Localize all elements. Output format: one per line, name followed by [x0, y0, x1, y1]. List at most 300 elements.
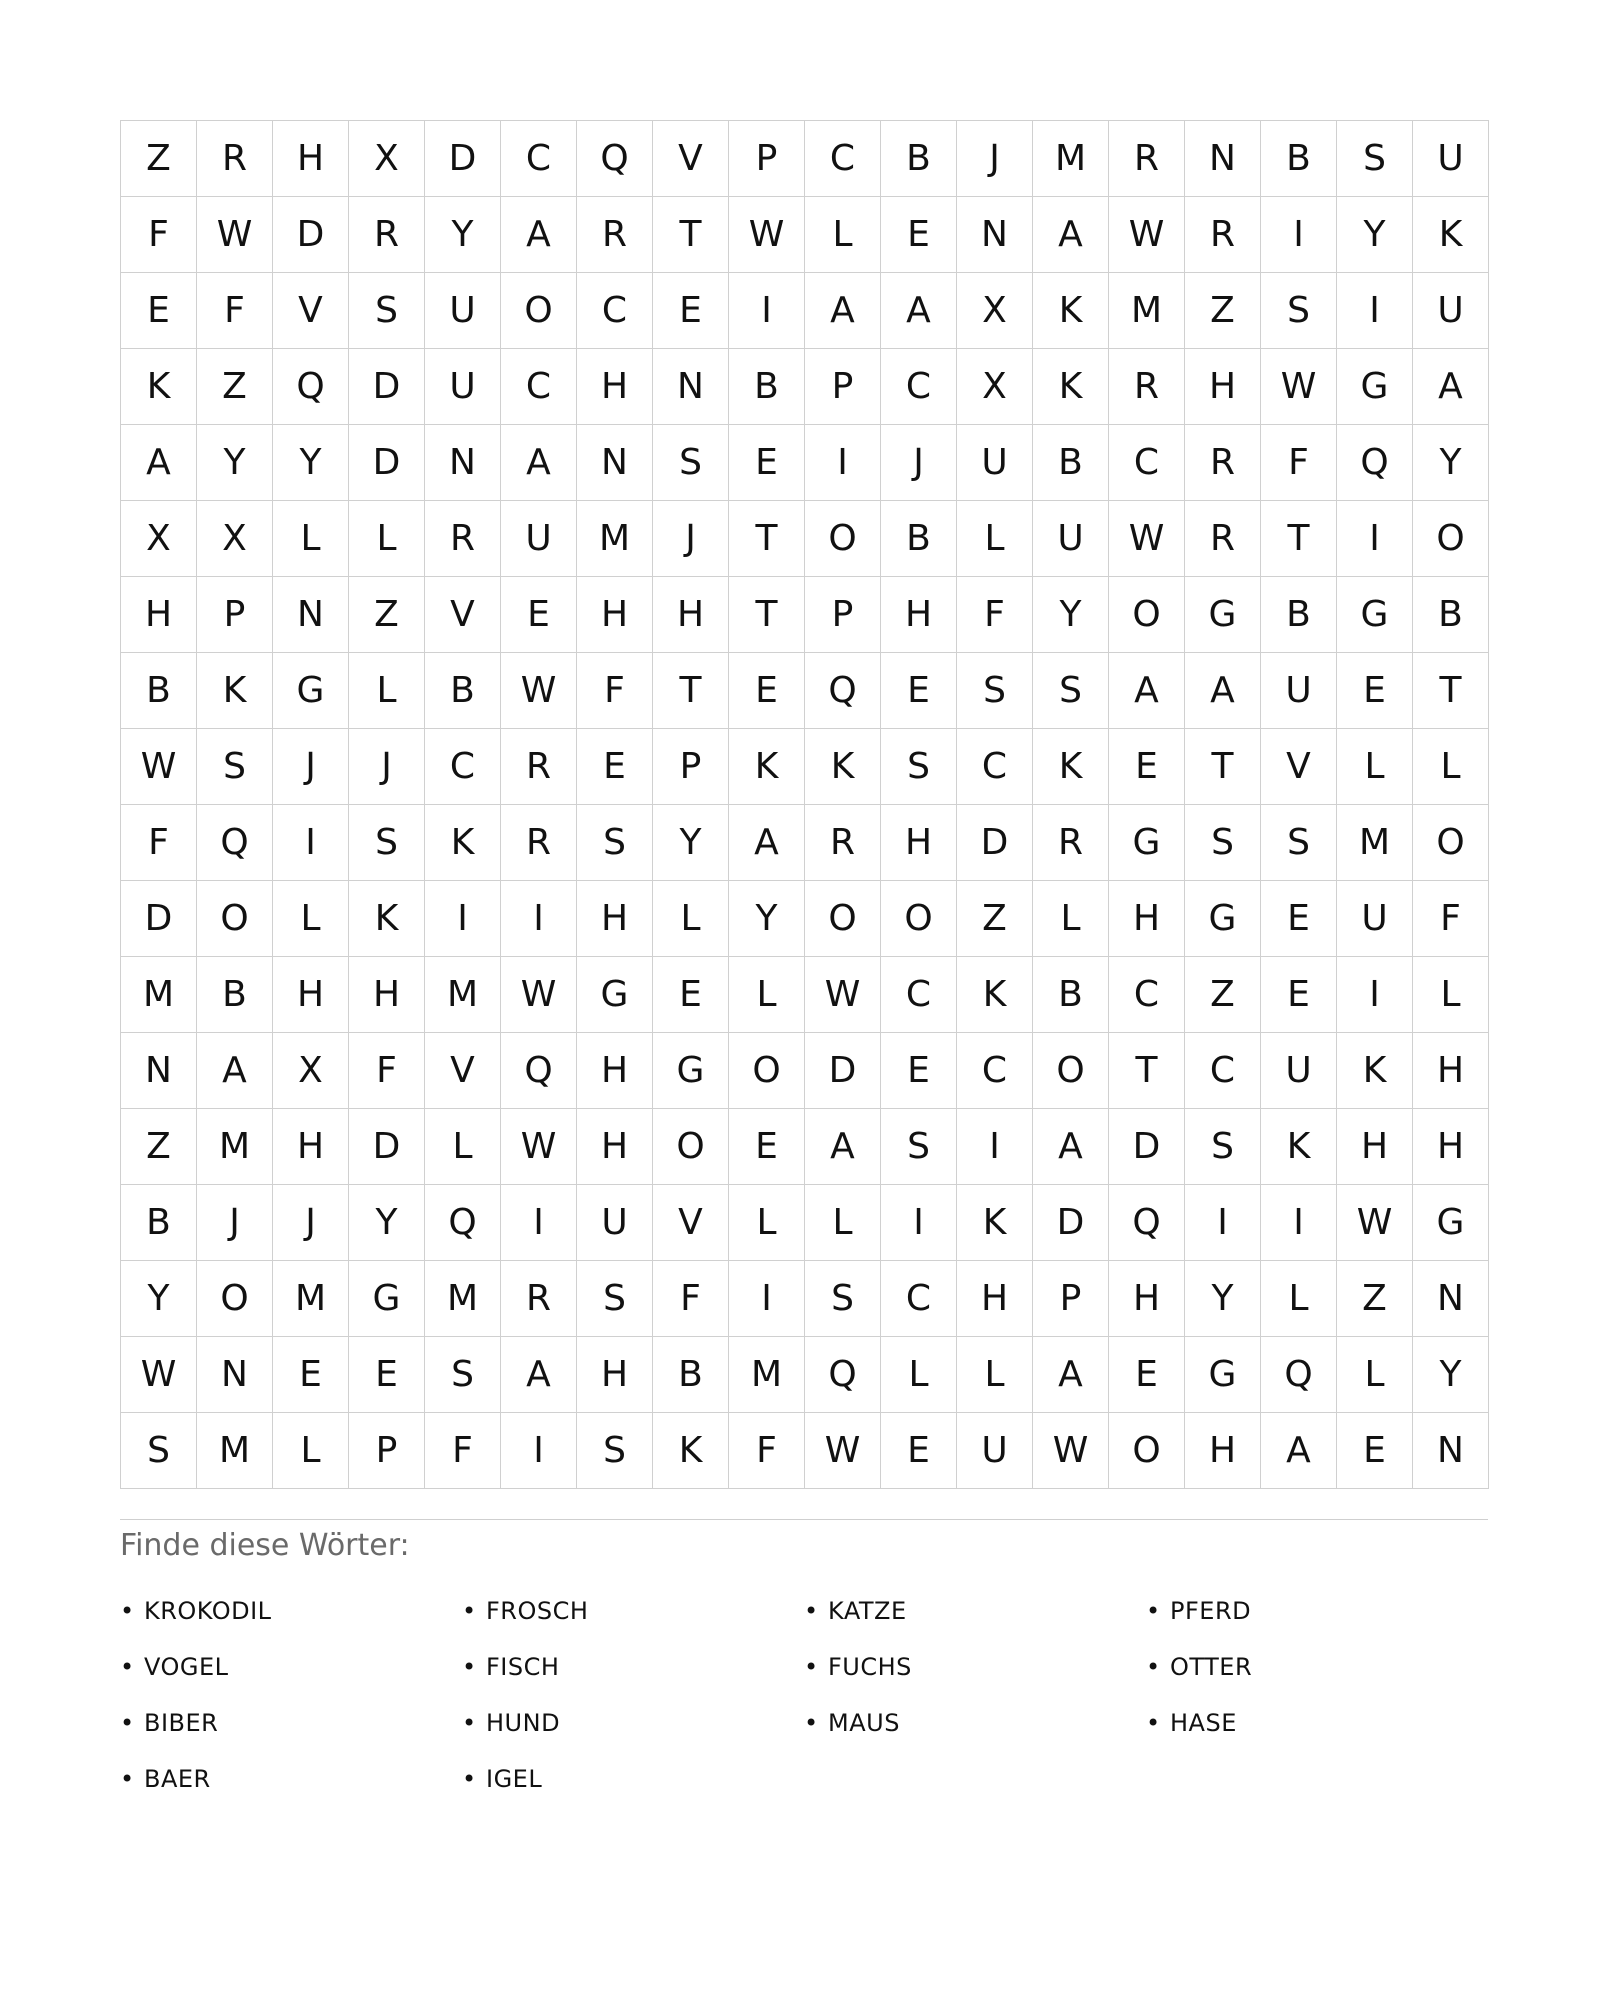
- grid-cell[interactable]: L: [881, 1337, 957, 1413]
- grid-cell[interactable]: R: [1109, 121, 1185, 197]
- grid-cell[interactable]: H: [1185, 349, 1261, 425]
- grid-cell[interactable]: L: [729, 957, 805, 1033]
- grid-cell[interactable]: A: [501, 1337, 577, 1413]
- grid-cell[interactable]: R: [349, 197, 425, 273]
- grid-cell[interactable]: R: [1033, 805, 1109, 881]
- grid-cell[interactable]: H: [349, 957, 425, 1033]
- grid-cell[interactable]: O: [805, 501, 881, 577]
- grid-cell[interactable]: S: [805, 1261, 881, 1337]
- grid-cell[interactable]: C: [881, 1261, 957, 1337]
- grid-cell[interactable]: W: [501, 653, 577, 729]
- grid-cell[interactable]: C: [805, 121, 881, 197]
- grid-cell[interactable]: L: [273, 1413, 349, 1489]
- grid-cell[interactable]: L: [805, 1185, 881, 1261]
- grid-cell[interactable]: D: [425, 121, 501, 197]
- grid-cell[interactable]: L: [425, 1109, 501, 1185]
- grid-cell[interactable]: I: [1261, 197, 1337, 273]
- grid-cell[interactable]: I: [501, 1185, 577, 1261]
- grid-cell[interactable]: V: [653, 1185, 729, 1261]
- grid-cell[interactable]: B: [881, 501, 957, 577]
- grid-cell[interactable]: Y: [1033, 577, 1109, 653]
- grid-cell[interactable]: U: [1033, 501, 1109, 577]
- grid-cell[interactable]: I: [1261, 1185, 1337, 1261]
- grid-cell[interactable]: D: [349, 349, 425, 425]
- grid-cell[interactable]: M: [273, 1261, 349, 1337]
- grid-cell[interactable]: R: [1185, 501, 1261, 577]
- grid-cell[interactable]: G: [1337, 349, 1413, 425]
- grid-cell[interactable]: V: [425, 577, 501, 653]
- grid-cell[interactable]: S: [577, 1413, 653, 1489]
- grid-cell[interactable]: A: [121, 425, 197, 501]
- grid-cell[interactable]: Y: [1413, 1337, 1489, 1413]
- grid-cell[interactable]: B: [121, 653, 197, 729]
- grid-cell[interactable]: R: [1185, 425, 1261, 501]
- grid-cell[interactable]: C: [957, 729, 1033, 805]
- grid-cell[interactable]: H: [881, 577, 957, 653]
- grid-cell[interactable]: S: [653, 425, 729, 501]
- grid-cell[interactable]: K: [121, 349, 197, 425]
- grid-cell[interactable]: N: [273, 577, 349, 653]
- grid-cell[interactable]: H: [577, 1337, 653, 1413]
- grid-cell[interactable]: E: [501, 577, 577, 653]
- grid-cell[interactable]: W: [501, 957, 577, 1033]
- grid-cell[interactable]: J: [653, 501, 729, 577]
- grid-cell[interactable]: L: [729, 1185, 805, 1261]
- grid-cell[interactable]: S: [1337, 121, 1413, 197]
- grid-cell[interactable]: G: [1109, 805, 1185, 881]
- grid-cell[interactable]: Y: [653, 805, 729, 881]
- grid-cell[interactable]: H: [273, 121, 349, 197]
- grid-cell[interactable]: L: [1413, 957, 1489, 1033]
- grid-cell[interactable]: H: [577, 349, 653, 425]
- grid-cell[interactable]: S: [881, 1109, 957, 1185]
- grid-cell[interactable]: F: [1261, 425, 1337, 501]
- grid-cell[interactable]: N: [1413, 1261, 1489, 1337]
- grid-cell[interactable]: H: [957, 1261, 1033, 1337]
- grid-cell[interactable]: Q: [425, 1185, 501, 1261]
- grid-cell[interactable]: L: [805, 197, 881, 273]
- grid-cell[interactable]: Z: [957, 881, 1033, 957]
- grid-cell[interactable]: E: [881, 1413, 957, 1489]
- grid-cell[interactable]: L: [349, 653, 425, 729]
- grid-cell[interactable]: P: [1033, 1261, 1109, 1337]
- grid-cell[interactable]: A: [805, 1109, 881, 1185]
- grid-cell[interactable]: D: [957, 805, 1033, 881]
- grid-cell[interactable]: K: [425, 805, 501, 881]
- grid-cell[interactable]: A: [1413, 349, 1489, 425]
- grid-cell[interactable]: E: [1261, 957, 1337, 1033]
- grid-cell[interactable]: L: [957, 1337, 1033, 1413]
- grid-cell[interactable]: T: [1413, 653, 1489, 729]
- grid-cell[interactable]: B: [1261, 577, 1337, 653]
- grid-cell[interactable]: E: [577, 729, 653, 805]
- grid-cell[interactable]: Y: [1413, 425, 1489, 501]
- grid-cell[interactable]: N: [1185, 121, 1261, 197]
- grid-cell[interactable]: Z: [197, 349, 273, 425]
- grid-cell[interactable]: W: [1109, 501, 1185, 577]
- grid-cell[interactable]: Z: [121, 1109, 197, 1185]
- grid-cell[interactable]: Z: [121, 121, 197, 197]
- grid-cell[interactable]: K: [1337, 1033, 1413, 1109]
- grid-cell[interactable]: R: [577, 197, 653, 273]
- grid-cell[interactable]: J: [273, 729, 349, 805]
- grid-cell[interactable]: I: [1337, 501, 1413, 577]
- grid-cell[interactable]: D: [1033, 1185, 1109, 1261]
- grid-cell[interactable]: K: [653, 1413, 729, 1489]
- grid-cell[interactable]: W: [805, 957, 881, 1033]
- grid-cell[interactable]: B: [1033, 425, 1109, 501]
- grid-cell[interactable]: J: [881, 425, 957, 501]
- grid-cell[interactable]: B: [121, 1185, 197, 1261]
- grid-cell[interactable]: C: [1185, 1033, 1261, 1109]
- grid-cell[interactable]: Q: [805, 1337, 881, 1413]
- grid-cell[interactable]: Q: [1337, 425, 1413, 501]
- grid-cell[interactable]: A: [881, 273, 957, 349]
- grid-cell[interactable]: Q: [501, 1033, 577, 1109]
- grid-cell[interactable]: K: [1033, 729, 1109, 805]
- grid-cell[interactable]: R: [1185, 197, 1261, 273]
- grid-cell[interactable]: H: [1109, 1261, 1185, 1337]
- grid-cell[interactable]: I: [425, 881, 501, 957]
- grid-cell[interactable]: L: [653, 881, 729, 957]
- grid-cell[interactable]: D: [349, 1109, 425, 1185]
- grid-cell[interactable]: M: [1109, 273, 1185, 349]
- grid-cell[interactable]: A: [1109, 653, 1185, 729]
- grid-cell[interactable]: G: [577, 957, 653, 1033]
- grid-cell[interactable]: O: [1109, 577, 1185, 653]
- grid-cell[interactable]: K: [1261, 1109, 1337, 1185]
- grid-cell[interactable]: U: [1413, 121, 1489, 197]
- grid-cell[interactable]: F: [425, 1413, 501, 1489]
- grid-cell[interactable]: M: [729, 1337, 805, 1413]
- grid-cell[interactable]: R: [1109, 349, 1185, 425]
- grid-cell[interactable]: N: [121, 1033, 197, 1109]
- grid-cell[interactable]: I: [1185, 1185, 1261, 1261]
- grid-cell[interactable]: H: [653, 577, 729, 653]
- grid-cell[interactable]: C: [501, 121, 577, 197]
- grid-cell[interactable]: C: [425, 729, 501, 805]
- grid-cell[interactable]: R: [501, 805, 577, 881]
- grid-cell[interactable]: R: [197, 121, 273, 197]
- grid-cell[interactable]: H: [273, 1109, 349, 1185]
- grid-cell[interactable]: T: [653, 653, 729, 729]
- grid-cell[interactable]: I: [957, 1109, 1033, 1185]
- grid-cell[interactable]: D: [273, 197, 349, 273]
- grid-cell[interactable]: I: [501, 1413, 577, 1489]
- grid-cell[interactable]: I: [1337, 273, 1413, 349]
- grid-cell[interactable]: Q: [273, 349, 349, 425]
- grid-cell[interactable]: M: [425, 957, 501, 1033]
- grid-cell[interactable]: E: [881, 1033, 957, 1109]
- grid-cell[interactable]: B: [729, 349, 805, 425]
- grid-cell[interactable]: N: [197, 1337, 273, 1413]
- grid-cell[interactable]: G: [1413, 1185, 1489, 1261]
- grid-cell[interactable]: Q: [1109, 1185, 1185, 1261]
- grid-cell[interactable]: R: [805, 805, 881, 881]
- grid-cell[interactable]: C: [1109, 425, 1185, 501]
- grid-cell[interactable]: H: [577, 1033, 653, 1109]
- grid-cell[interactable]: A: [197, 1033, 273, 1109]
- grid-cell[interactable]: K: [1413, 197, 1489, 273]
- grid-cell[interactable]: V: [425, 1033, 501, 1109]
- grid-cell[interactable]: E: [349, 1337, 425, 1413]
- grid-cell[interactable]: K: [957, 1185, 1033, 1261]
- grid-cell[interactable]: L: [273, 881, 349, 957]
- grid-cell[interactable]: F: [121, 805, 197, 881]
- grid-cell[interactable]: M: [197, 1413, 273, 1489]
- grid-cell[interactable]: A: [1185, 653, 1261, 729]
- grid-cell[interactable]: N: [425, 425, 501, 501]
- grid-cell[interactable]: E: [1109, 1337, 1185, 1413]
- grid-cell[interactable]: B: [197, 957, 273, 1033]
- grid-cell[interactable]: L: [957, 501, 1033, 577]
- grid-cell[interactable]: C: [1109, 957, 1185, 1033]
- grid-cell[interactable]: K: [197, 653, 273, 729]
- grid-cell[interactable]: S: [197, 729, 273, 805]
- grid-cell[interactable]: B: [1261, 121, 1337, 197]
- grid-cell[interactable]: C: [577, 273, 653, 349]
- grid-cell[interactable]: L: [349, 501, 425, 577]
- grid-cell[interactable]: X: [957, 349, 1033, 425]
- grid-cell[interactable]: B: [425, 653, 501, 729]
- grid-cell[interactable]: G: [653, 1033, 729, 1109]
- grid-cell[interactable]: O: [1413, 805, 1489, 881]
- grid-cell[interactable]: B: [1413, 577, 1489, 653]
- grid-cell[interactable]: G: [1185, 577, 1261, 653]
- grid-cell[interactable]: C: [501, 349, 577, 425]
- grid-cell[interactable]: G: [273, 653, 349, 729]
- grid-cell[interactable]: S: [1261, 273, 1337, 349]
- grid-cell[interactable]: F: [349, 1033, 425, 1109]
- grid-cell[interactable]: H: [1109, 881, 1185, 957]
- grid-cell[interactable]: K: [1033, 349, 1109, 425]
- grid-cell[interactable]: X: [197, 501, 273, 577]
- grid-cell[interactable]: H: [1413, 1033, 1489, 1109]
- grid-cell[interactable]: S: [1033, 653, 1109, 729]
- grid-cell[interactable]: A: [805, 273, 881, 349]
- grid-cell[interactable]: I: [1337, 957, 1413, 1033]
- grid-cell[interactable]: O: [653, 1109, 729, 1185]
- grid-cell[interactable]: E: [121, 273, 197, 349]
- grid-cell[interactable]: W: [1109, 197, 1185, 273]
- grid-cell[interactable]: A: [729, 805, 805, 881]
- grid-cell[interactable]: K: [1033, 273, 1109, 349]
- grid-cell[interactable]: S: [881, 729, 957, 805]
- grid-cell[interactable]: E: [881, 653, 957, 729]
- grid-cell[interactable]: S: [1185, 805, 1261, 881]
- grid-cell[interactable]: A: [501, 425, 577, 501]
- grid-cell[interactable]: W: [197, 197, 273, 273]
- grid-cell[interactable]: X: [273, 1033, 349, 1109]
- grid-cell[interactable]: Q: [805, 653, 881, 729]
- grid-cell[interactable]: R: [425, 501, 501, 577]
- grid-cell[interactable]: N: [957, 197, 1033, 273]
- grid-cell[interactable]: I: [729, 1261, 805, 1337]
- grid-cell[interactable]: N: [1413, 1413, 1489, 1489]
- grid-cell[interactable]: Z: [349, 577, 425, 653]
- grid-cell[interactable]: S: [121, 1413, 197, 1489]
- grid-cell[interactable]: T: [729, 501, 805, 577]
- grid-cell[interactable]: O: [729, 1033, 805, 1109]
- grid-cell[interactable]: E: [1261, 881, 1337, 957]
- grid-cell[interactable]: V: [273, 273, 349, 349]
- grid-cell[interactable]: Y: [729, 881, 805, 957]
- grid-cell[interactable]: Y: [1337, 197, 1413, 273]
- grid-cell[interactable]: R: [501, 1261, 577, 1337]
- grid-cell[interactable]: W: [121, 1337, 197, 1413]
- grid-cell[interactable]: F: [957, 577, 1033, 653]
- grid-cell[interactable]: U: [957, 1413, 1033, 1489]
- grid-cell[interactable]: O: [501, 273, 577, 349]
- grid-cell[interactable]: E: [729, 425, 805, 501]
- grid-cell[interactable]: O: [1033, 1033, 1109, 1109]
- grid-cell[interactable]: H: [577, 1109, 653, 1185]
- grid-cell[interactable]: I: [273, 805, 349, 881]
- grid-cell[interactable]: F: [729, 1413, 805, 1489]
- grid-cell[interactable]: P: [349, 1413, 425, 1489]
- grid-cell[interactable]: Y: [121, 1261, 197, 1337]
- grid-cell[interactable]: H: [1185, 1413, 1261, 1489]
- grid-cell[interactable]: S: [425, 1337, 501, 1413]
- grid-cell[interactable]: U: [1413, 273, 1489, 349]
- grid-cell[interactable]: U: [425, 349, 501, 425]
- grid-cell[interactable]: T: [1185, 729, 1261, 805]
- grid-cell[interactable]: F: [121, 197, 197, 273]
- grid-cell[interactable]: G: [1337, 577, 1413, 653]
- grid-cell[interactable]: T: [729, 577, 805, 653]
- grid-cell[interactable]: P: [805, 577, 881, 653]
- grid-cell[interactable]: L: [1337, 729, 1413, 805]
- grid-cell[interactable]: S: [1261, 805, 1337, 881]
- grid-cell[interactable]: H: [1413, 1109, 1489, 1185]
- grid-cell[interactable]: B: [881, 121, 957, 197]
- grid-cell[interactable]: Z: [1337, 1261, 1413, 1337]
- grid-cell[interactable]: M: [197, 1109, 273, 1185]
- grid-cell[interactable]: U: [425, 273, 501, 349]
- grid-cell[interactable]: L: [1413, 729, 1489, 805]
- grid-cell[interactable]: X: [121, 501, 197, 577]
- grid-cell[interactable]: W: [501, 1109, 577, 1185]
- grid-cell[interactable]: O: [197, 1261, 273, 1337]
- grid-cell[interactable]: J: [197, 1185, 273, 1261]
- grid-cell[interactable]: Z: [1185, 273, 1261, 349]
- grid-cell[interactable]: T: [1261, 501, 1337, 577]
- grid-cell[interactable]: Y: [1185, 1261, 1261, 1337]
- grid-cell[interactable]: U: [577, 1185, 653, 1261]
- grid-cell[interactable]: E: [653, 273, 729, 349]
- grid-cell[interactable]: U: [1261, 1033, 1337, 1109]
- grid-cell[interactable]: D: [805, 1033, 881, 1109]
- grid-cell[interactable]: U: [1337, 881, 1413, 957]
- grid-cell[interactable]: A: [1033, 1337, 1109, 1413]
- grid-cell[interactable]: W: [1033, 1413, 1109, 1489]
- grid-cell[interactable]: A: [1033, 197, 1109, 273]
- grid-cell[interactable]: A: [501, 197, 577, 273]
- grid-cell[interactable]: E: [1337, 653, 1413, 729]
- grid-cell[interactable]: M: [121, 957, 197, 1033]
- grid-cell[interactable]: K: [729, 729, 805, 805]
- grid-cell[interactable]: U: [1261, 653, 1337, 729]
- grid-cell[interactable]: S: [957, 653, 1033, 729]
- grid-cell[interactable]: S: [577, 805, 653, 881]
- grid-cell[interactable]: F: [197, 273, 273, 349]
- grid-cell[interactable]: C: [881, 957, 957, 1033]
- grid-cell[interactable]: K: [805, 729, 881, 805]
- grid-cell[interactable]: F: [577, 653, 653, 729]
- grid-cell[interactable]: E: [881, 197, 957, 273]
- grid-cell[interactable]: K: [957, 957, 1033, 1033]
- grid-cell[interactable]: U: [501, 501, 577, 577]
- grid-cell[interactable]: O: [805, 881, 881, 957]
- grid-cell[interactable]: V: [653, 121, 729, 197]
- grid-cell[interactable]: Y: [349, 1185, 425, 1261]
- grid-cell[interactable]: H: [577, 881, 653, 957]
- grid-cell[interactable]: B: [1033, 957, 1109, 1033]
- grid-cell[interactable]: N: [577, 425, 653, 501]
- grid-cell[interactable]: I: [729, 273, 805, 349]
- grid-cell[interactable]: Z: [1185, 957, 1261, 1033]
- grid-cell[interactable]: C: [881, 349, 957, 425]
- grid-cell[interactable]: M: [425, 1261, 501, 1337]
- grid-cell[interactable]: L: [1033, 881, 1109, 957]
- grid-cell[interactable]: W: [1261, 349, 1337, 425]
- grid-cell[interactable]: P: [653, 729, 729, 805]
- grid-cell[interactable]: T: [1109, 1033, 1185, 1109]
- grid-cell[interactable]: Q: [1261, 1337, 1337, 1413]
- grid-cell[interactable]: I: [805, 425, 881, 501]
- grid-cell[interactable]: J: [349, 729, 425, 805]
- grid-cell[interactable]: J: [957, 121, 1033, 197]
- grid-cell[interactable]: E: [729, 653, 805, 729]
- grid-cell[interactable]: X: [349, 121, 425, 197]
- grid-cell[interactable]: M: [1337, 805, 1413, 881]
- grid-cell[interactable]: E: [273, 1337, 349, 1413]
- grid-cell[interactable]: M: [1033, 121, 1109, 197]
- grid-cell[interactable]: H: [577, 577, 653, 653]
- grid-cell[interactable]: Y: [197, 425, 273, 501]
- grid-cell[interactable]: P: [197, 577, 273, 653]
- grid-cell[interactable]: W: [1337, 1185, 1413, 1261]
- grid-cell[interactable]: K: [349, 881, 425, 957]
- grid-cell[interactable]: E: [653, 957, 729, 1033]
- grid-cell[interactable]: E: [1109, 729, 1185, 805]
- grid-cell[interactable]: L: [1261, 1261, 1337, 1337]
- grid-cell[interactable]: B: [653, 1337, 729, 1413]
- grid-cell[interactable]: H: [273, 957, 349, 1033]
- grid-cell[interactable]: L: [273, 501, 349, 577]
- grid-cell[interactable]: S: [349, 805, 425, 881]
- grid-cell[interactable]: M: [577, 501, 653, 577]
- grid-cell[interactable]: N: [653, 349, 729, 425]
- grid-cell[interactable]: G: [349, 1261, 425, 1337]
- grid-cell[interactable]: H: [121, 577, 197, 653]
- grid-cell[interactable]: L: [1337, 1337, 1413, 1413]
- grid-cell[interactable]: D: [1109, 1109, 1185, 1185]
- grid-cell[interactable]: I: [881, 1185, 957, 1261]
- grid-cell[interactable]: U: [957, 425, 1033, 501]
- grid-cell[interactable]: C: [957, 1033, 1033, 1109]
- grid-cell[interactable]: P: [729, 121, 805, 197]
- grid-cell[interactable]: E: [1337, 1413, 1413, 1489]
- grid-cell[interactable]: F: [1413, 881, 1489, 957]
- grid-cell[interactable]: E: [729, 1109, 805, 1185]
- grid-cell[interactable]: X: [957, 273, 1033, 349]
- grid-cell[interactable]: Q: [197, 805, 273, 881]
- grid-cell[interactable]: Y: [273, 425, 349, 501]
- grid-cell[interactable]: W: [729, 197, 805, 273]
- grid-cell[interactable]: H: [881, 805, 957, 881]
- grid-cell[interactable]: A: [1033, 1109, 1109, 1185]
